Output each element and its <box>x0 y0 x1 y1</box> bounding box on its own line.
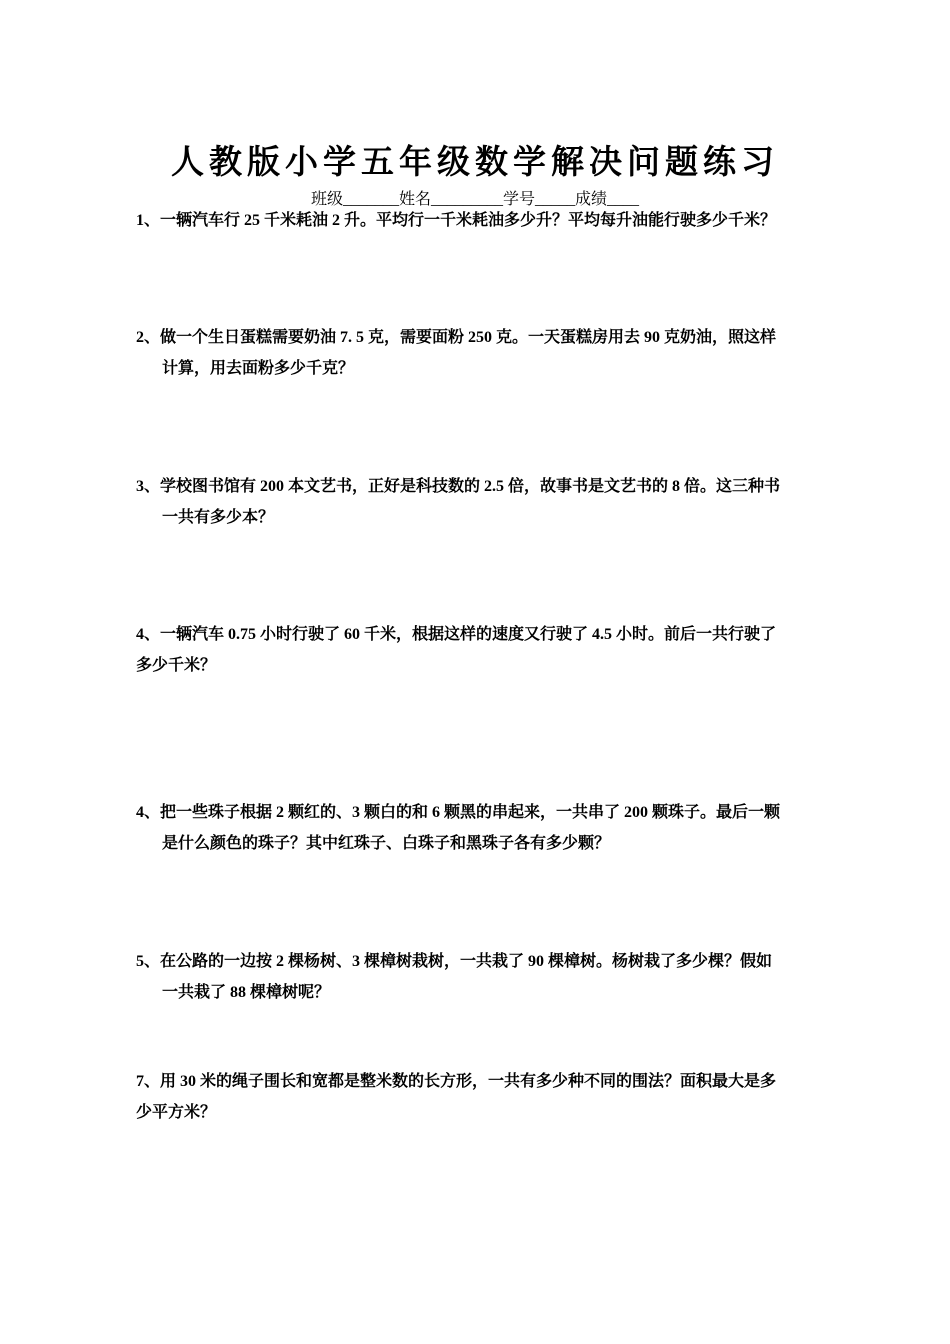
question-5-line-2: 一共栽了 88 棵樟树呢？ <box>162 984 331 1001</box>
question-3-line-1: 3、学校图书馆有 200 本文艺书，正好是科技数的 2.5 倍，故事书是文艺书的 8 倍。这三种书 <box>136 478 781 495</box>
question-3-line-2: 一共有多少本？ <box>162 509 275 526</box>
question-4-line-2: 多少千米？ <box>136 657 217 674</box>
question-1-text: 1、一辆汽车行 25 千米耗油 2 升。平均行一千米耗油多少升？平均每升油能行驶多少千米？ <box>136 212 777 229</box>
question-beads <box>136 797 821 859</box>
question-4-line-1: 4、一辆汽车 0.75 小时行驶了 60 千米，根据这样的速度又行驶了 4.5 小时。前后一共行驶了 <box>136 626 777 643</box>
question-beads-line-2: 是什么颜色的珠子？其中红珠子、白珠子和黑珠子各有多少颗？ <box>162 835 611 852</box>
question-2-line-2: 计算，用去面粉多少千克？ <box>162 360 355 377</box>
page-title: 人教版小学五年级数学解决问题练习 <box>171 142 779 181</box>
question-2-line-1: 2、做一个生日蛋糕需要奶油 7. 5 克，需要面粉 250 克。一天蛋糕房用去 90 克奶油，照这样 <box>136 329 777 346</box>
student-info-line: 班级_______姓名_________学号_____成绩____ <box>310 191 639 208</box>
question-7-line-1: 7、用 30 米的绳子围长和宽都是整米数的长方形，一共有多少种不同的围法？面积最大是多 <box>136 1073 777 1090</box>
question-1 <box>136 205 821 236</box>
question-7-line-2: 少平方米？ <box>136 1104 217 1121</box>
question-5-line-1: 5、在公路的一边按 2 棵杨树、3 棵樟树栽树，一共栽了 90 棵樟树。杨树栽了多少棵？假如 <box>136 953 773 970</box>
question-2 <box>136 322 821 384</box>
question-5 <box>136 946 821 1008</box>
question-3 <box>136 471 821 533</box>
question-beads-line-1: 4、把一些珠子根据 2 颗红的、3 颗白的和 6 颗黑的串起来，一共串了 200 颗珠子。最后一颗 <box>136 804 781 821</box>
question-7 <box>136 1066 821 1128</box>
question-4 <box>136 619 821 681</box>
